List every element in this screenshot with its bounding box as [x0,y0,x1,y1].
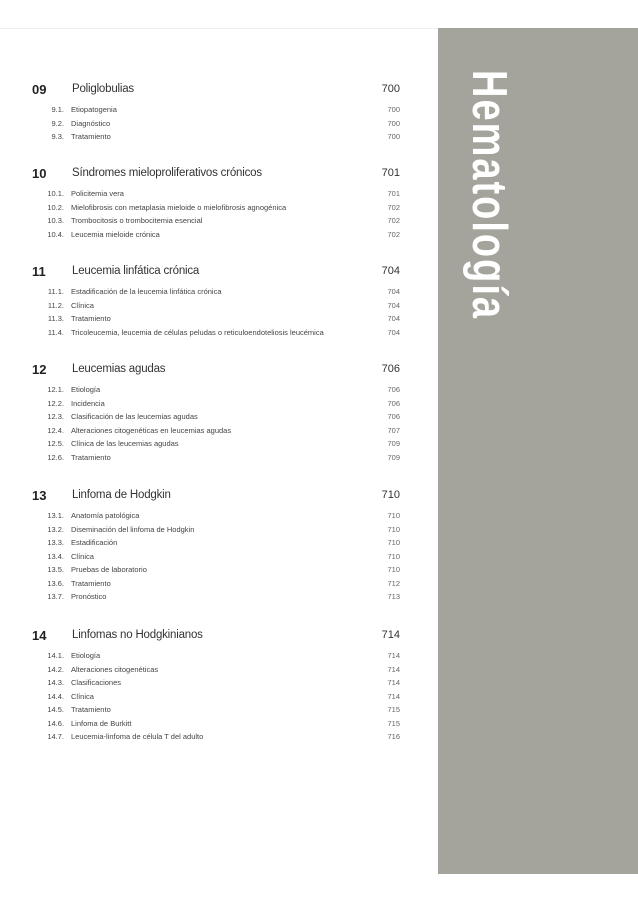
item-number: 12.4. [47,425,64,435]
sidebar-title: Hematología [461,70,516,321]
toc-item[interactable] [0,731,410,745]
toc-item[interactable] [0,104,410,118]
item-title: Etiología [71,385,101,394]
item-page: 704 [387,327,400,337]
chapter-title: Linfoma de Hodgkin [72,489,171,501]
item-number: 12.6. [47,452,64,462]
item-page: 702 [387,202,400,212]
chapter-title: Linfomas no Hodgkinianos [72,629,203,641]
item-number: 10.3. [47,216,64,225]
chapter-heading[interactable] [0,82,410,104]
item-title: Etiología [71,651,101,660]
item-title: Clasificaciones [71,678,122,687]
item-number: 10.1. [47,189,64,198]
chapter-page: 714 [381,629,400,641]
item-page: 700 [387,105,400,114]
item-number: 11.1. [47,287,64,296]
toc-item[interactable] [0,452,410,466]
item-title: Incidencia [71,398,105,408]
toc-item[interactable] [0,398,410,412]
toc-item[interactable] [0,286,410,300]
toc-item[interactable] [0,650,410,664]
toc-item[interactable] [0,510,410,524]
item-title: Trombocitosis o trombocitemia esencial [71,216,203,225]
item-number: 14.4. [47,691,64,701]
item-page: 710 [387,565,400,574]
toc-item[interactable] [0,704,410,718]
toc-item[interactable] [0,411,410,425]
item-title: Etiopatogenia [71,105,117,114]
toc-item[interactable] [0,327,410,341]
chapter-13 [0,488,410,605]
chapter-page: 701 [381,167,400,179]
item-page: 714 [387,678,400,687]
item-page: 709 [387,452,400,462]
item-page: 715 [387,718,400,728]
item-number: 10.4. [47,229,64,239]
item-page: 710 [387,511,400,520]
item-page: 710 [387,551,400,561]
toc-item[interactable] [0,718,410,732]
chapter-11 [0,264,410,340]
item-page: 706 [387,398,400,408]
item-page: 709 [387,439,400,448]
item-page: 701 [387,189,400,198]
chapter-heading[interactable] [0,264,410,286]
item-page: 702 [387,216,400,225]
toc-item[interactable] [0,591,410,605]
item-title: Clínica [71,551,94,561]
item-title: Policitemia vera [71,189,124,198]
item-number: 14.3. [47,678,64,687]
item-number: 12.2. [47,398,64,408]
item-title: Mielofibrosis con metaplasia mieloide o mielofibrosis agnogénica [71,202,287,212]
item-number: 13.4. [47,551,64,561]
item-title: Linfoma de Burkitt [71,718,132,728]
item-number: 9.3. [51,132,64,141]
item-page: 704 [387,314,400,323]
chapter-number: 14 [32,628,47,643]
item-page: 710 [387,538,400,547]
chapter-heading[interactable] [0,166,410,188]
toc-item[interactable] [0,664,410,678]
item-page: 706 [387,385,400,394]
chapter-title: Leucemia linfática crónica [72,265,200,277]
section-sidebar [438,28,638,874]
item-page: 706 [387,412,400,421]
chapter-page: 700 [381,83,400,95]
chapter-14 [0,628,410,745]
item-number: 13.7. [47,592,64,601]
item-number: 9.1. [51,105,64,114]
toc-item[interactable] [0,131,410,145]
chapter-title: Leucemias agudas [72,363,166,375]
toc-item[interactable] [0,215,410,229]
toc-item[interactable] [0,578,410,592]
toc-item[interactable] [0,118,410,132]
chapter-number: 09 [32,82,47,97]
item-page: 712 [387,578,400,588]
item-title: Clínica de las leucemias agudas [71,439,179,448]
toc-item[interactable] [0,677,410,691]
item-page: 714 [387,651,400,660]
item-title: Clínica [71,300,94,310]
item-page: 715 [387,705,400,714]
toc-item[interactable] [0,384,410,398]
item-title: Tricoleucemia, leucemia de células peludas o reticuloendoteliosis leucémica [71,327,324,337]
chapter-title: Poliglobulias [72,83,134,95]
item-title: Estadificación de la leucemia linfática crónica [71,287,222,296]
item-title: Clasificación de las leucemias agudas [71,412,198,421]
item-title: Tratamiento [71,314,111,323]
chapter-page: 706 [381,363,400,375]
item-title: Pronóstico [71,592,107,601]
chapter-10 [0,166,410,242]
item-page: 707 [387,425,400,435]
item-page: 704 [387,300,400,310]
toc-item[interactable] [0,564,410,578]
toc-item[interactable] [0,438,410,452]
toc-item[interactable] [0,313,410,327]
chapter-heading[interactable] [0,362,410,384]
chapter-page: 710 [381,489,400,501]
item-page: 704 [387,287,400,296]
toc-item[interactable] [0,691,410,705]
item-title: Leucemia-linfoma de célula T del adulto [71,732,204,741]
chapter-number: 10 [32,166,47,181]
chapter-number: 13 [32,488,47,503]
toc-item[interactable] [0,537,410,551]
item-title: Diseminación del linfoma de Hodgkin [71,524,195,534]
item-page: 713 [387,592,400,601]
toc-item[interactable] [0,551,410,565]
item-number: 9.2. [51,118,64,128]
item-number: 14.1. [47,651,64,660]
item-number: 11.4. [47,327,64,337]
item-title: Anatomía patológica [71,511,140,520]
item-number: 13.3. [47,538,64,547]
chapter-12 [0,362,410,465]
item-page: 714 [387,691,400,701]
item-number: 11.3. [47,314,64,323]
item-page: 716 [387,732,400,741]
item-title: Clínica [71,691,94,701]
item-page: 702 [387,229,400,239]
toc-item[interactable] [0,202,410,216]
chapter-heading[interactable] [0,488,410,510]
item-number: 12.1. [47,385,64,394]
item-page: 714 [387,664,400,674]
chapter-number: 12 [32,362,47,377]
chapter-title: Síndromes mieloproliferativos crónicos [72,167,262,179]
item-number: 10.2. [47,202,64,212]
item-page: 710 [387,524,400,534]
item-title: Tratamiento [71,452,111,462]
item-number: 11.2. [47,300,64,310]
toc-item[interactable] [0,229,410,243]
item-title: Leucemia mieloide crónica [71,229,160,239]
item-title: Alteraciones citogenéticas [71,664,159,674]
toc-item[interactable] [0,300,410,314]
chapter-09 [0,82,410,145]
item-number: 13.1. [47,511,64,520]
toc-item[interactable] [0,425,410,439]
item-page: 700 [387,118,400,128]
item-page: 700 [387,132,400,141]
item-number: 13.6. [47,578,64,588]
item-number: 13.2. [47,524,64,534]
chapter-number: 11 [32,264,46,279]
item-title: Tratamiento [71,132,111,141]
item-title: Tratamiento [71,578,111,588]
chapter-page: 704 [381,265,400,277]
item-number: 13.5. [47,565,64,574]
item-title: Pruebas de laboratorio [71,565,147,574]
chapter-heading[interactable] [0,628,410,650]
item-number: 12.5. [47,439,64,448]
toc-item[interactable] [0,188,410,202]
item-number: 14.6. [47,718,64,728]
toc-item[interactable] [0,524,410,538]
item-number: 14.2. [47,664,64,674]
item-number: 14.7. [47,732,64,741]
item-number: 14.5. [47,705,64,714]
item-number: 12.3. [47,412,64,421]
item-title: Estadificación [71,538,118,547]
item-title: Tratamiento [71,705,111,714]
item-title: Diagnóstico [71,118,111,128]
item-title: Alteraciones citogenéticas en leucemias agudas [71,425,232,435]
